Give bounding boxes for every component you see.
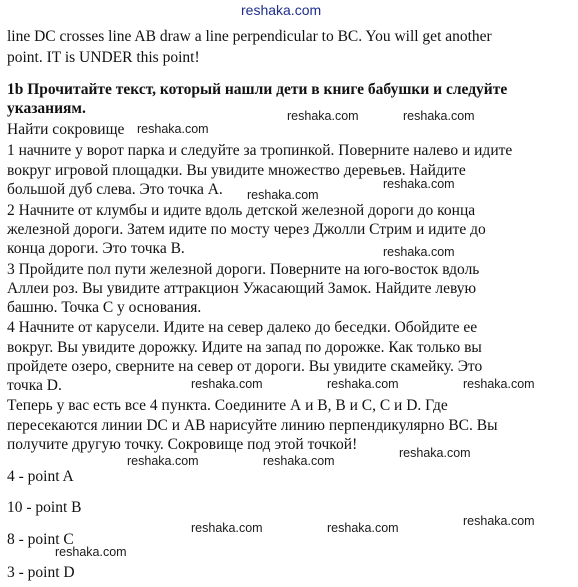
watermark: reshaka.com (191, 377, 263, 391)
text-line: 1 начните у ворот парка и следуйте за тропинкой. Поверните налево и идите (7, 142, 513, 159)
text-line: пересекаются линии DC и АВ нарисуйте линию перпендикулярно ВС. Вы (7, 417, 498, 434)
text-line: получите другую точку. Сокровище под этой точкой! (7, 436, 358, 453)
watermark: reshaka.com (287, 109, 359, 123)
text-title: Найти сокровище (7, 121, 125, 138)
watermark: reshaka.com (55, 545, 127, 559)
text-line: точка D. (7, 377, 62, 394)
watermark: reshaka.com (399, 446, 471, 460)
answer-line: 4 - point A (7, 468, 74, 485)
intro-line-2: point. IT is UNDER this point! (7, 49, 200, 66)
task-heading-line-1: 1b Прочитайте текст, который нашли дети в книге бабушки и следуйте (7, 81, 508, 98)
watermark: reshaka.com (191, 521, 263, 535)
intro-line-1: line DC crosses line AB draw a line perpendicular to BC. You will get another (7, 28, 492, 45)
text-line: большой дуб слева. Это точка А. (7, 181, 223, 198)
watermark: reshaka.com (127, 454, 199, 468)
watermark: reshaka.com (463, 377, 535, 391)
text-line: пройдете озеро, сверните на север от дороги. Вы увидите скамейку. Это (7, 358, 483, 375)
watermark: reshaka.com (247, 188, 319, 202)
text-line: железной дороги. Затем идите по мосту через Джолли Стрим и идите до (7, 221, 486, 238)
task-heading-line-2: указаниям. (7, 100, 86, 117)
header-watermark: reshaka.com (241, 2, 322, 18)
answer-line: 8 - point C (7, 531, 74, 548)
watermark: reshaka.com (327, 521, 399, 535)
watermark: reshaka.com (327, 377, 399, 391)
watermark: reshaka.com (383, 245, 455, 259)
watermark: reshaka.com (383, 177, 455, 191)
watermark: reshaka.com (137, 122, 209, 136)
text-line: 3 Пройдите пол пути железной дороги. Поверните на юго-восток вдоль (7, 261, 480, 278)
text-line: конца дороги. Это точка В. (7, 240, 185, 257)
answer-line: 3 - point D (7, 564, 75, 581)
text-line: Аллеи роз. Вы увидите аттракцион Ужасающий Замок. Найдите левую (7, 280, 477, 297)
text-line: 2 Начните от клумбы и идите вдоль детской железной дороги до конца (7, 202, 476, 219)
text-line: Теперь у вас есть все 4 пункта. Соедините А и В, В и С, С и D. Где (7, 397, 448, 414)
watermark: reshaka.com (403, 109, 475, 123)
text-line: башню. Точка С у основания. (7, 299, 202, 316)
text-line: вокруг. Вы увидите дорожку. Идите на запад по дорожке. Как только вы (7, 339, 482, 356)
watermark: reshaka.com (463, 514, 535, 528)
watermark: reshaka.com (263, 454, 335, 468)
text-line: 4 Начните от карусели. Идите на север далеко до беседки. Обойдите ее (7, 319, 478, 336)
answer-line: 10 - point B (7, 499, 82, 516)
text-line: вокруг игровой площадки. Вы увидите множество деревьев. Найдите (7, 162, 466, 179)
